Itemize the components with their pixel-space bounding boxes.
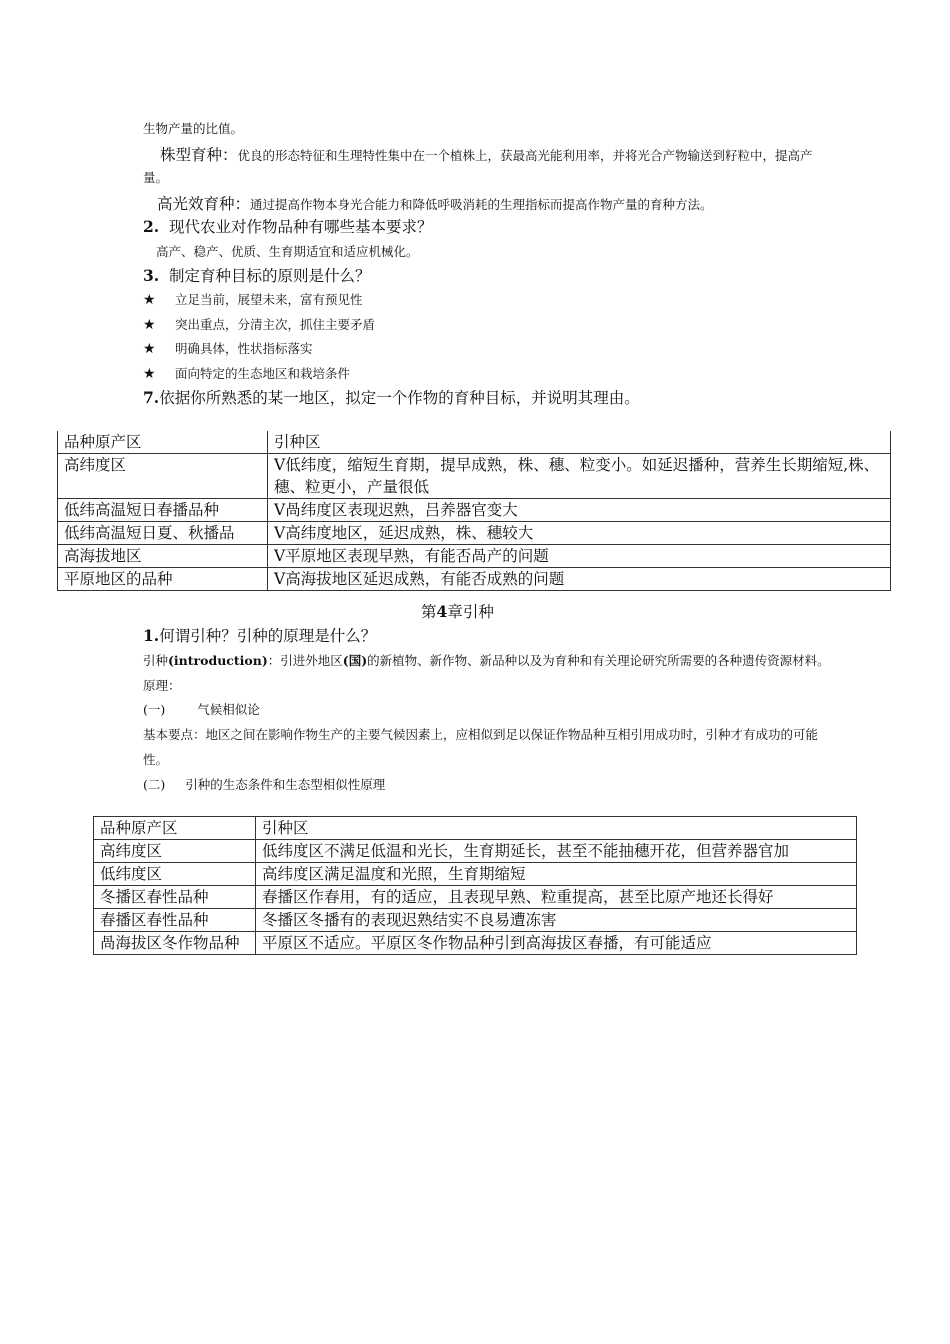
question-number: 7. — [143, 388, 160, 407]
table-cell: V平原地区表现早熟，有能否咼产的问题 — [268, 545, 891, 568]
principle-text: 突出重点，分清主次，抓住主要矛盾 — [175, 317, 376, 332]
question-title: 何谓引种？引种的原理是什么？ — [159, 627, 377, 645]
table-row — [94, 886, 857, 909]
definition: 通过提高作物本身光合能力和降低呼吸消耗的生理指标而提高作物产量的育种方法。 — [250, 197, 713, 212]
table-row — [94, 863, 857, 886]
star-icon: ★ — [143, 366, 156, 382]
table-cell: 咼海拔区冬作物品种 — [94, 932, 256, 955]
introduction-table-2 — [93, 816, 857, 955]
table-header-cell: 引种区 — [256, 817, 857, 840]
question-number: 3. — [143, 266, 160, 285]
table-cell: 高纬度区 — [94, 840, 256, 863]
table-header-cell: 品种原产区 — [58, 431, 268, 454]
definition-introduction — [143, 651, 830, 669]
table-cell: 平原地区的品种 — [58, 568, 268, 591]
principle-text: 明确具体，性状指标落实 — [175, 341, 313, 356]
term: 株型育种： — [160, 146, 238, 164]
question-2 — [143, 215, 433, 237]
table-cell: 高海拔地区 — [58, 545, 268, 568]
answer-2: 高产、稳产、优质、生育期适宜和适应机械化。 — [156, 244, 419, 259]
definition-paren: (国) — [342, 653, 368, 668]
principle-text: 立足当前，展望未来，富有预见性 — [175, 292, 363, 307]
intro-paragraph-high-efficiency — [157, 192, 713, 214]
table-cell: 高纬度区满足温度和光照，生育期缩短 — [256, 863, 857, 886]
principle-item — [143, 364, 350, 382]
principle-item — [143, 290, 363, 308]
table-cell: 低纬高温短日夏、秋播品 — [58, 522, 268, 545]
table-row — [94, 840, 857, 863]
definition-text: ：引进外地区 — [267, 653, 343, 668]
principle-item — [143, 315, 375, 333]
table-cell: V高纬度地区，延迟成熟，株、穗较大 — [268, 522, 891, 545]
question-title: 现代农业对作物品种有哪些基本要求？ — [169, 218, 433, 236]
term: 引种 — [143, 653, 169, 668]
section-1 — [143, 700, 260, 718]
section-title: 引种的生态条件和生态型相似性原理 — [185, 777, 386, 792]
table-row — [58, 545, 891, 568]
table-cell: V咼纬度区表现迟熟，吕养器官变大 — [268, 499, 891, 522]
table-cell: 高纬度区 — [58, 454, 268, 499]
definition: 优良的形态特征和生理特性集中在一个植株上，获最高光能利用率，并将光合产物输送到籽粒中，提高产 — [237, 148, 813, 163]
term-english: (introduction) — [168, 653, 268, 668]
principle-text: 面向特定的生态地区和栽培条件 — [175, 366, 351, 381]
term: 高光效育种： — [157, 195, 251, 213]
principle-item — [143, 339, 313, 357]
table-row — [58, 522, 891, 545]
table-row — [58, 568, 891, 591]
table-header-cell: 引种区 — [268, 431, 891, 454]
question-7 — [143, 386, 640, 408]
chapter4-question-1 — [143, 624, 376, 646]
table-cell: 平原区不适应。平原区冬作物品种引到高海拔区春播，有可能适应 — [256, 932, 857, 955]
table-cell: 低纬高温短日春播品种 — [58, 499, 268, 522]
basic-points: 基本要点：地区之间在影响作物生产的主要气候因素上，应相似到足以保证作物品种互相引用成功时，引种才有成功的可能 — [143, 727, 819, 742]
principle-label: 原理： — [143, 678, 181, 693]
chapter-heading — [421, 600, 494, 622]
intro-paragraph-plant-type — [160, 143, 813, 165]
intro-paragraph-cont: 量。 — [143, 170, 169, 185]
star-icon: ★ — [143, 317, 156, 333]
chapter-prefix: 第 — [421, 603, 437, 621]
table-cell: 冬播区冬播有的表现迟熟结实不良易遭冻害 — [256, 909, 857, 932]
table-header-cell: 品种原产区 — [94, 817, 256, 840]
chapter-title: 章引种 — [447, 603, 494, 621]
question-title: 依据你所熟悉的某一地区，拟定一个作物的育种目标，并说明其理由。 — [159, 389, 640, 407]
table-row — [94, 932, 857, 955]
star-icon: ★ — [143, 292, 156, 308]
table-cell: 冬播区春性品种 — [94, 886, 256, 909]
table-cell: V高海拔地区延迟成熟，有能否成熟的问题 — [268, 568, 891, 591]
question-3 — [143, 264, 371, 286]
table-row — [58, 499, 891, 522]
question-number: 1. — [143, 626, 160, 645]
introduction-table-1 — [57, 431, 891, 591]
table-cell: 春播区作春用，有的适应，且表现早熟、粒重提高，甚至比原产地还长得好 — [256, 886, 857, 909]
chapter-number: 4 — [436, 602, 448, 621]
table-header-row — [58, 431, 891, 454]
definition-text: 的新植物、新作物、新品种以及为育种和有关理论研究所需要的各种遗传资源材料。 — [367, 653, 830, 668]
table-cell: 低纬度区 — [94, 863, 256, 886]
table-cell: 低纬度区不满足低温和光长，生育期延长，甚至不能抽穗开花，但营养器官加 — [256, 840, 857, 863]
basic-points-cont: 性。 — [143, 752, 169, 767]
intro-line: 生物产量的比值。 — [143, 121, 244, 136]
table-header-row — [94, 817, 857, 840]
section-mark: (一) — [143, 702, 166, 717]
table-row — [94, 909, 857, 932]
section-mark: (二) — [143, 777, 166, 792]
section-title: 气候相似论 — [197, 702, 260, 717]
question-number: 2. — [143, 217, 160, 236]
table-row — [58, 454, 891, 499]
table-cell: 春播区春性品种 — [94, 909, 256, 932]
section-2 — [143, 775, 385, 793]
star-icon: ★ — [143, 341, 156, 357]
question-title: 制定育种目标的原则是什么？ — [169, 267, 371, 285]
table-cell: V低纬度，缩短生育期，提早成熟，株、穗、粒变小。如延迟播种，营养生长期缩短,株、穗、粒更小，产量很低 — [268, 454, 891, 499]
